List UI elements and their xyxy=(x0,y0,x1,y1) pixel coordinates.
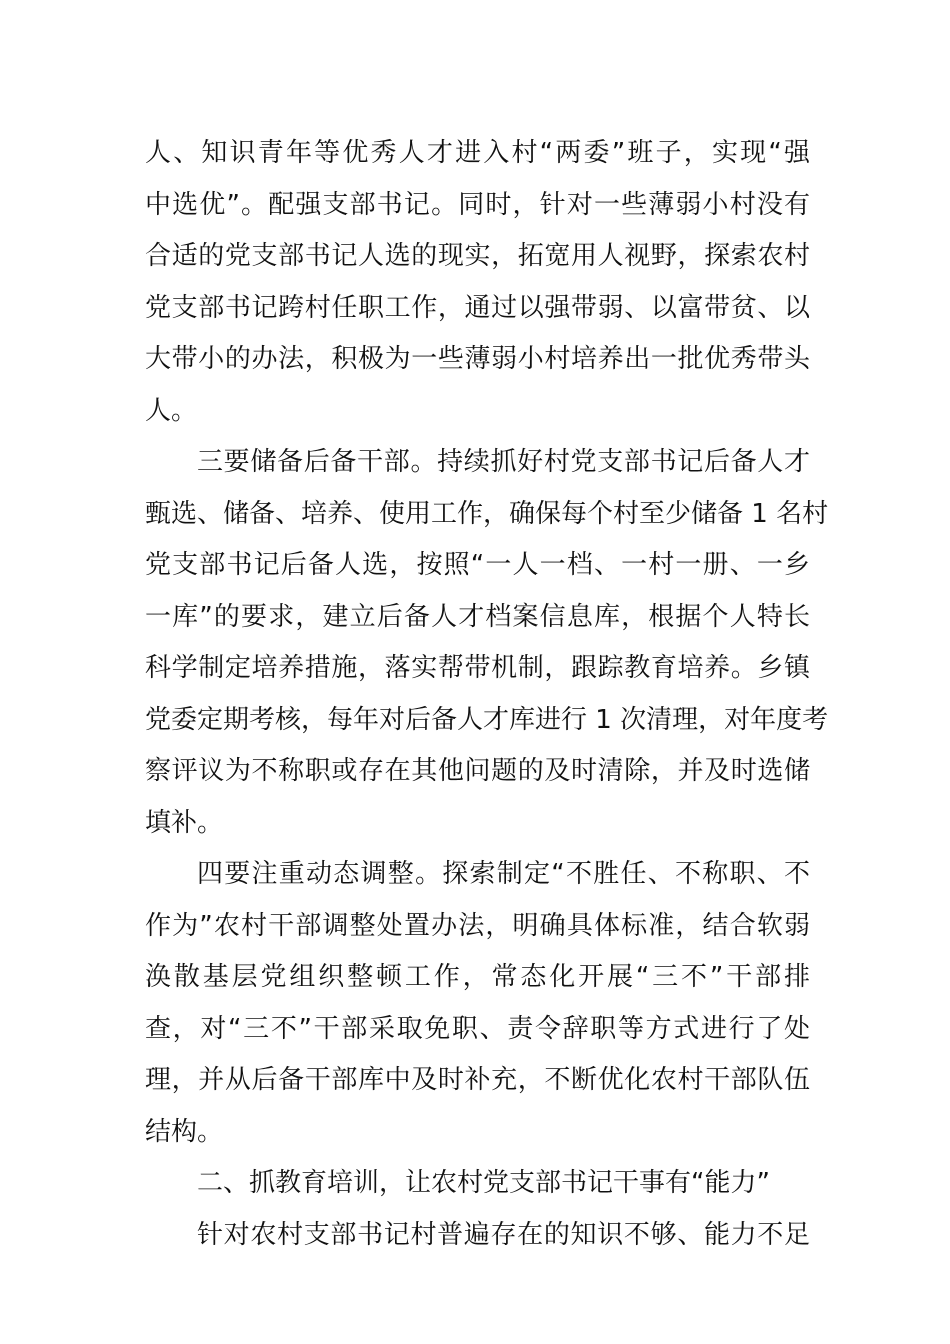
text-line: 人。 xyxy=(145,395,198,426)
text-line: 结构。 xyxy=(145,1116,224,1147)
text-line: 作为”农村干部调整处置办法，明确具体标准，结合软弱 xyxy=(145,910,810,941)
text-line: 查，对“三不”干部采取免职、责令辞职等方式进行了处 xyxy=(145,1013,810,1044)
document-body xyxy=(145,128,829,1261)
text-line: 一库”的要求，建立后备人才档案信息库，根据个人特长 xyxy=(145,601,810,632)
text-line: 针对农村支部书记村普遍存在的知识不够、能力不足 xyxy=(197,1219,810,1250)
text-line: 党支部书记跨村任职工作，通过以强带弱、以富带贫、以 xyxy=(145,292,810,323)
text-line: 党支部书记后备人选，按照“一人一档、一村一册、一乡 xyxy=(145,550,810,580)
text-line: 中选优”。配强支部书记。同时，针对一些薄弱小村没有 xyxy=(145,189,810,220)
text-line: 党委定期考核，每年对后备人才库进行 1 次清理，对年度考 xyxy=(145,704,829,735)
paragraph-heading-line: 四要注重动态调整。探索制定“不胜任、不称职、不 xyxy=(197,859,810,889)
text-line: 填补。 xyxy=(145,807,224,838)
paragraph-heading-line: 三要储备后备干部。持续抓好村党支部书记后备人才 xyxy=(197,447,810,477)
text-line: 人、知识青年等优秀人才进入村“两委”班子，实现“强 xyxy=(145,138,810,168)
text-line: 合适的党支部书记人选的现实，拓宽用人视野，探索农村 xyxy=(145,241,810,271)
text-line: 察评议为不称职或存在其他问题的及时清除，并及时选储 xyxy=(145,756,810,786)
text-line: 科学制定培养措施，落实帮带机制，跟踪教育培养。乡镇 xyxy=(145,653,810,683)
text-line: 大带小的办法，积极为一些薄弱小村培养出一批优秀带头 xyxy=(145,344,810,374)
text-line: 甄选、储备、培养、使用工作，确保每个村至少储备 1 名村 xyxy=(145,498,829,529)
text-line: 涣散基层党组织整顿工作，常态化开展“三不”干部排 xyxy=(145,962,810,992)
text-line: 理，并从后备干部库中及时补充，不断优化农村干部队伍 xyxy=(145,1065,810,1095)
section-heading: 二、抓教育培训，让农村党支部书记干事有“能力” xyxy=(197,1168,770,1198)
